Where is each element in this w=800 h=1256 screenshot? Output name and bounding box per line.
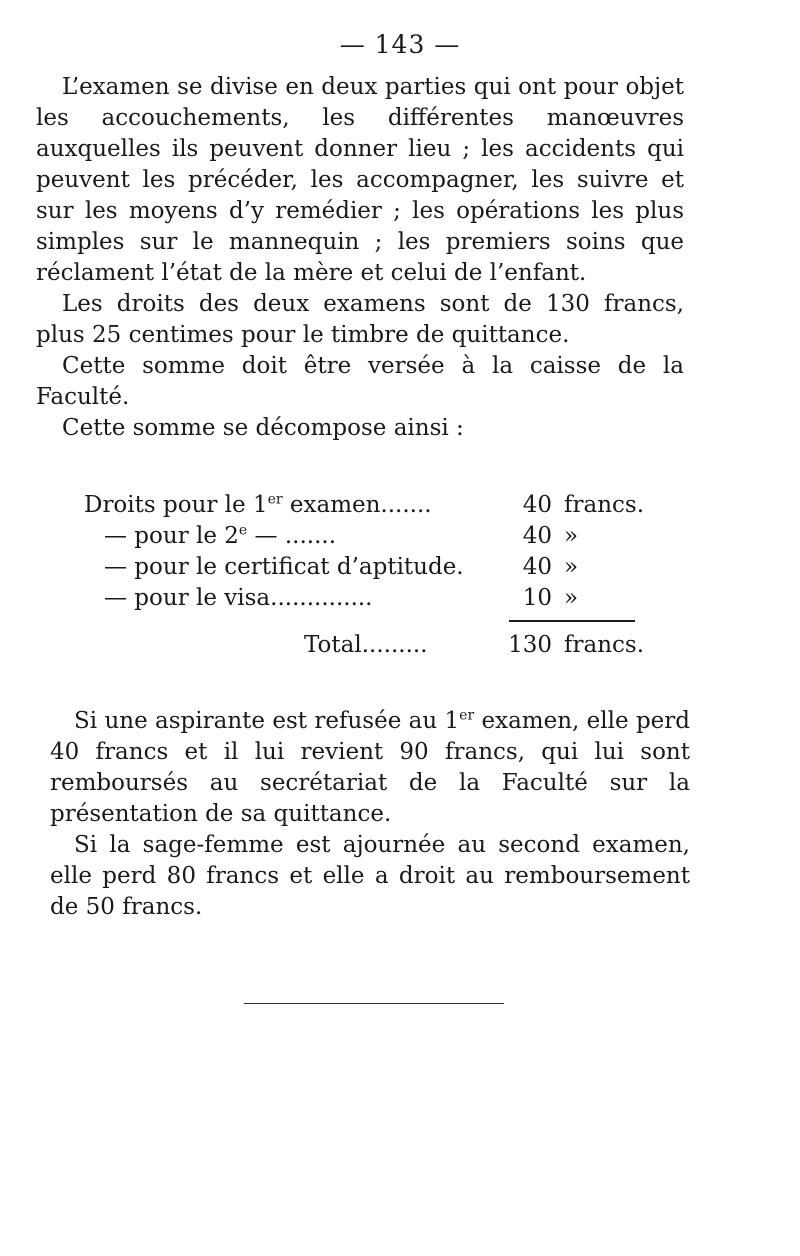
- fee-total-label: Total.........: [304, 632, 428, 658]
- paragraph-adjournment: Si la sage-femme est ajournée au second examen, elle perd 80 francs et elle a droit au remboursement de 50 francs.: [50, 832, 690, 920]
- closing-text: [50, 706, 690, 923]
- fee-row: [84, 490, 644, 521]
- fee-row-amount: 40: [522, 523, 552, 549]
- paragraph-refusal: Si une aspirante est refusée au 1er examen, elle perd 40 francs et il lui revient 90 francs, qui lui sont remboursés au secrétariat de la Faculté sur la présentation de sa quittance.: [50, 707, 690, 827]
- fee-row-label: — pour le certificat d’aptitude.: [104, 554, 464, 580]
- fee-row-label: — pour le 2e — .......: [104, 522, 337, 549]
- fee-row-unit: »: [564, 554, 579, 580]
- fee-row: [84, 521, 644, 552]
- fee-row-unit: »: [564, 585, 579, 611]
- end-divider: [244, 1003, 504, 1004]
- page-number: — 143 —: [339, 30, 461, 59]
- fee-row: [84, 552, 644, 583]
- fee-total-amount: 130: [508, 632, 552, 658]
- fee-total-row: [84, 630, 644, 661]
- fee-row-amount: 40: [522, 492, 552, 518]
- fee-row: [84, 583, 644, 614]
- fee-row-unit: francs.: [564, 492, 645, 518]
- fee-row-label: — pour le visa..............: [104, 585, 373, 611]
- fee-row-amount: 40: [522, 554, 552, 580]
- paragraph-payment: Cette somme doit être versée à la caisse de la Faculté.: [36, 353, 684, 410]
- fee-row-unit: »: [564, 523, 579, 549]
- fee-breakdown-table: [84, 490, 645, 658]
- intro-text: [36, 72, 684, 444]
- paragraph-fees: Les droits des deux examens sont de 130 francs, plus 25 centimes pour le timbre de quittance.: [36, 291, 684, 348]
- fee-row-label: Droits pour le 1er examen.......: [84, 491, 432, 518]
- fee-total-unit: francs.: [564, 632, 645, 658]
- fee-row-amount: 10: [522, 585, 552, 611]
- sum-divider: [509, 620, 635, 622]
- paragraph-exam-description: L’examen se divise en deux parties qui ont pour objet les accouchements, les différentes manœuvres auxquelles ils peuvent donner lieu ; les accidents qui peuvent les précéder, les accompagner, les suivre et sur les moyens d’y remédier ; les opérations les plus simples sur le mannequin ; les premiers soins que réclament l’état de la mère et celui de l’enfant.: [36, 74, 684, 286]
- paragraph-breakdown-intro: Cette somme se décompose ainsi :: [62, 415, 464, 441]
